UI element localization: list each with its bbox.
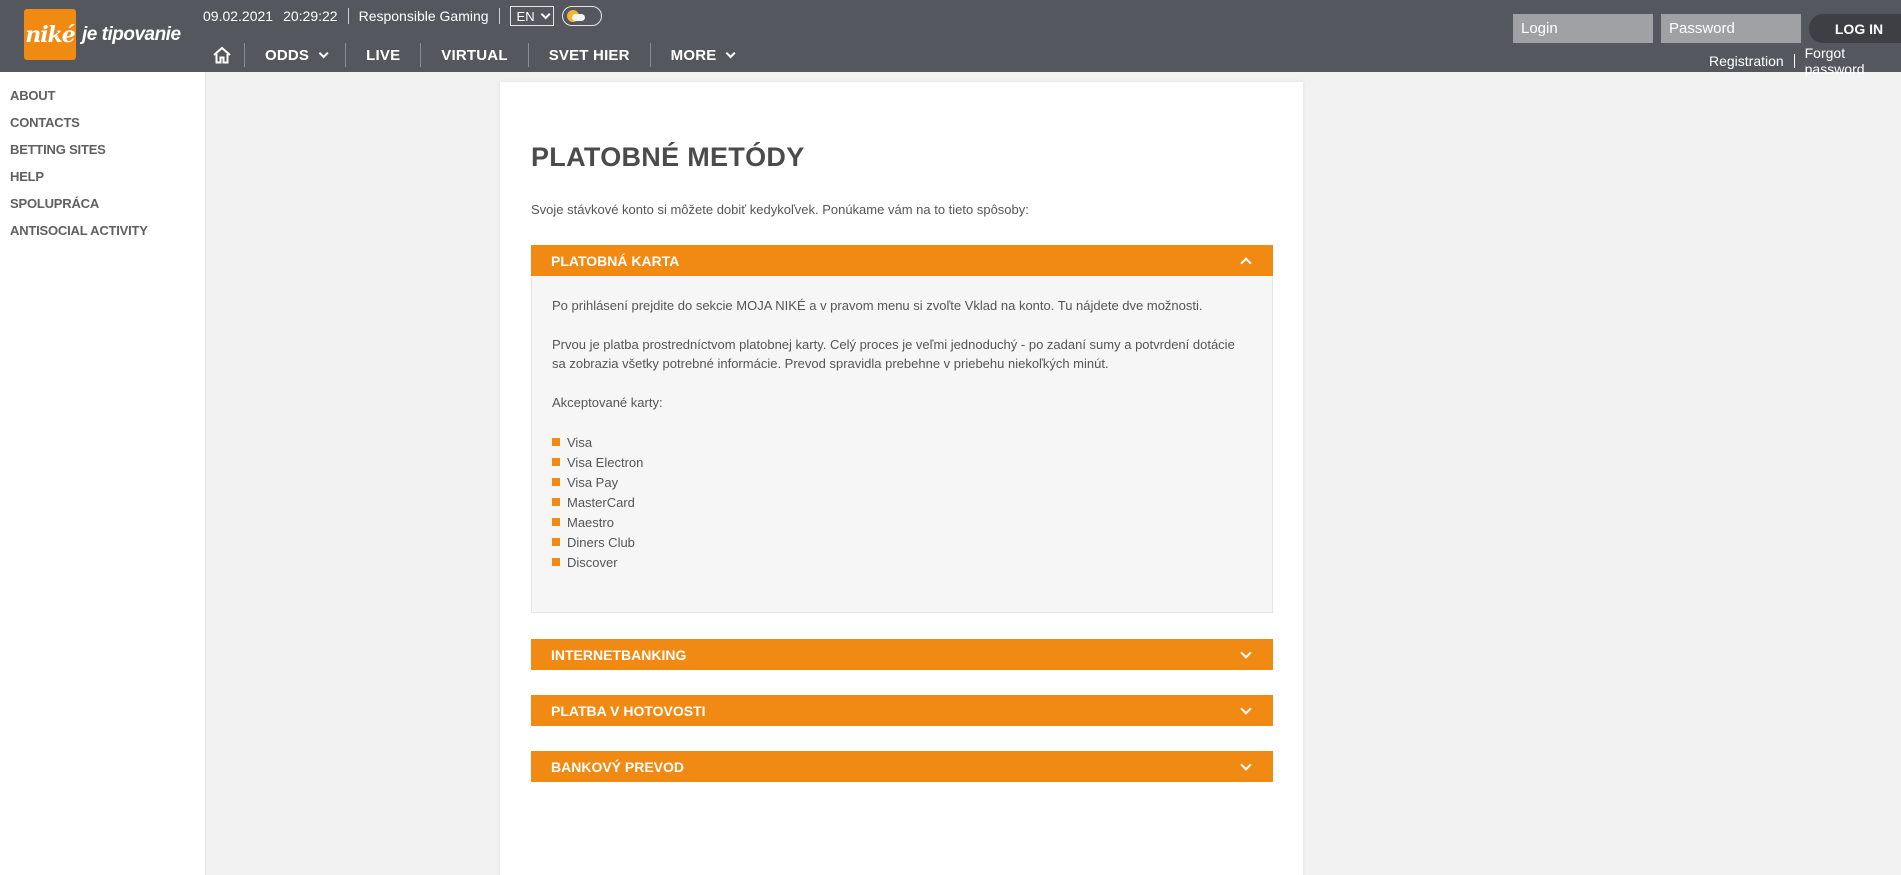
sidebar-item-contacts[interactable]: CONTACTS	[10, 115, 80, 130]
login-input[interactable]	[1513, 14, 1653, 43]
accordion-header[interactable]	[531, 695, 1273, 726]
chevron-down-icon	[1240, 759, 1251, 770]
paragraph: Prvou je platba prostredníctvom platobnej karty. Celý proces je veľmi jednoduchý - po zadaní sumy a potvrdení dotácie sa zobrazia všetky potrebné informácie. Prevod spravidla prebehne v priebehu niekoľkých minút.	[552, 337, 1235, 371]
site-header	[0, 0, 1901, 77]
list-item-label: Maestro	[567, 514, 614, 530]
site-logo[interactable]	[24, 9, 181, 60]
nav-svet-hier[interactable]	[528, 43, 650, 67]
list-item-label: Visa Pay	[567, 474, 619, 490]
paragraph: Akceptované karty:	[552, 395, 663, 410]
accordion-title: PLATOBNÁ KARTA	[551, 252, 680, 269]
top-info-bar	[203, 6, 602, 26]
accordion-header[interactable]	[531, 751, 1273, 782]
nav-svet-hier-label: SVET HIER	[548, 46, 630, 64]
nav-more[interactable]	[650, 43, 753, 67]
sidebar-item-spolupraca[interactable]: SPOLUPRÁCA	[10, 196, 100, 211]
nav-virtual-label: VIRTUAL	[441, 46, 508, 64]
bullet-icon	[552, 438, 560, 446]
current-time: 20:29:22	[283, 8, 338, 24]
nav-home[interactable]	[206, 43, 244, 67]
sidebar	[0, 72, 206, 875]
list-item	[552, 452, 1252, 472]
list-item-label: Diners Club	[567, 534, 635, 550]
paragraph: Po prihlásení prejdite do sekcie MOJA NIKÉ a v pravom menu si zvoľte Vklad na konto. Tu nájdete dve možnosti.	[552, 298, 1203, 313]
page-title: PLATOBNÉ METÓDY	[531, 142, 805, 172]
accordion-header[interactable]	[531, 245, 1273, 276]
divider	[1794, 54, 1795, 68]
accepted-cards-list	[552, 432, 1252, 572]
accordion-title: PLATBA V HOTOVOSTI	[551, 702, 706, 719]
nav-virtual[interactable]	[420, 43, 527, 67]
list-item	[552, 512, 1252, 532]
chevron-up-icon	[1240, 257, 1251, 268]
bullet-icon	[552, 498, 560, 506]
accordion-header[interactable]	[531, 639, 1273, 670]
nav-odds-label: ODDS	[265, 46, 310, 64]
sidebar-item-betting-sites[interactable]: BETTING SITES	[10, 142, 106, 157]
list-item	[552, 492, 1252, 512]
home-icon	[212, 46, 232, 64]
sidebar-item-help[interactable]: HELP	[10, 169, 44, 184]
divider	[348, 8, 349, 24]
chevron-down-icon	[540, 9, 550, 19]
list-item-label: Discover	[567, 554, 618, 570]
bullet-icon	[552, 458, 560, 466]
login-button[interactable]: LOG IN	[1809, 14, 1901, 43]
language-value: EN	[516, 8, 535, 24]
list-item-label: Visa	[567, 434, 593, 450]
main-nav	[206, 38, 752, 72]
sidebar-item-about[interactable]: ABOUT	[10, 88, 56, 103]
accordion-platba-v-hotovosti	[531, 695, 1273, 726]
divider	[499, 8, 500, 24]
list-item-label: Visa Electron	[567, 454, 644, 470]
nav-live[interactable]	[345, 43, 420, 67]
content-card	[500, 82, 1303, 875]
account-links	[1709, 45, 1901, 77]
language-select[interactable]	[510, 6, 554, 26]
logo-mark: niké	[24, 9, 76, 60]
list-item	[552, 552, 1252, 572]
accordion-platobna-karta	[531, 245, 1273, 613]
list-item	[552, 432, 1252, 452]
nav-more-label: MORE	[670, 46, 717, 64]
list-item	[552, 472, 1252, 492]
chevron-down-icon	[1240, 703, 1251, 714]
nav-live-label: LIVE	[366, 46, 401, 64]
responsible-gaming-link[interactable]: Responsible Gaming	[358, 8, 489, 24]
current-date: 09.02.2021	[203, 8, 274, 24]
chevron-down-icon	[319, 48, 329, 58]
login-form	[1513, 14, 1901, 43]
bullet-icon	[552, 518, 560, 526]
accordion-title: INTERNETBANKING	[551, 646, 687, 663]
bullet-icon	[552, 478, 560, 486]
forgot-password-link[interactable]: Forgot password	[1804, 45, 1865, 77]
chevron-down-icon	[726, 48, 736, 58]
intro-text: Svoje stávkové konto si môžete dobiť kedykoľvek. Ponúkame vám na to tieto spôsoby:	[531, 202, 1029, 217]
chevron-down-icon	[1240, 647, 1251, 658]
bullet-icon	[552, 538, 560, 546]
sidebar-item-antisocial-activity[interactable]: ANTISOCIAL ACTIVITY	[10, 223, 148, 238]
accordion-bankovy-prevod	[531, 751, 1273, 782]
bullet-icon	[552, 558, 560, 566]
list-item	[552, 532, 1252, 552]
cloud-icon	[572, 14, 585, 21]
registration-link[interactable]: Registration	[1709, 53, 1784, 69]
password-input[interactable]	[1661, 14, 1801, 43]
accordion-internetbanking	[531, 639, 1273, 670]
list-item-label: MasterCard	[567, 494, 635, 510]
theme-toggle[interactable]	[562, 6, 602, 26]
logo-tagline: je tipovanie	[82, 23, 181, 45]
nav-odds[interactable]	[244, 43, 345, 67]
accordion-body	[531, 276, 1273, 613]
accordion-title: BANKOVÝ PREVOD	[551, 758, 685, 775]
